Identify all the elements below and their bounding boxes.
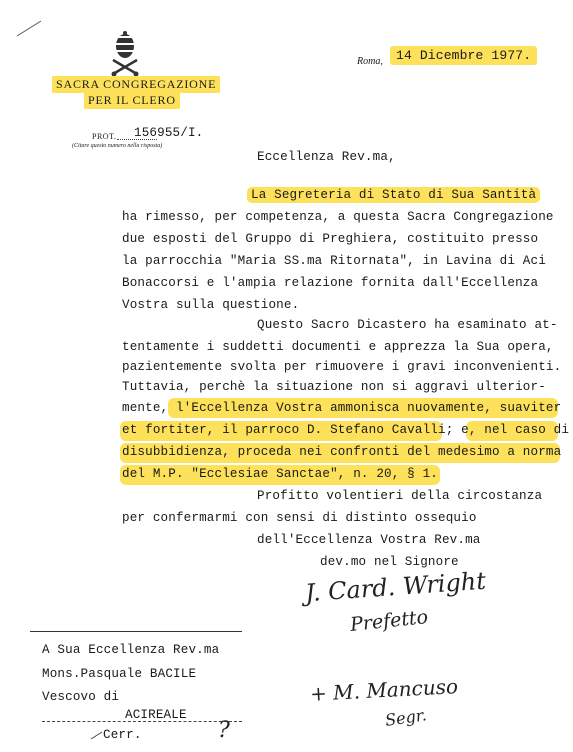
recipient-line-3: Vescovo di [42,690,120,704]
body-line-10: Tuttavia, perchè la situazione non si aggravi ulterior- [122,380,546,394]
org-name-line2: PER IL CLERO [84,92,180,109]
body-line-12: et fortiter, il parroco D. Stefano Cavalli; e, nel caso di [122,423,570,437]
recipient-underline [42,721,242,722]
body-line-13: disubbidienza, proceda nei confronti del medesimo a norma [122,445,562,459]
body-line-4: la parrocchia "Maria SS.ma Ritornata", in Lavina di Aci [122,254,546,268]
prot-label: PROT. [92,132,117,141]
body-line-11: mente, l'Eccellenza Vostra ammonisca nuovamente, suaviter [122,401,562,415]
body-line-7: Questo Sacro Dicastero ha esaminato at- [257,318,558,332]
prefect-signature: J. Card. Wright [304,566,487,608]
body-line-16: per confermarmi con sensi di distinto ossequio [122,511,477,525]
recipient-line-1: A Sua Eccellenza Rev.ma [42,643,220,657]
papal-coat-of-arms-icon [105,30,145,78]
body-line-8: tentamente i suddetti documenti e apprezza la Sua opera, [122,340,554,354]
secretary-signature: + M. Mancuso [309,674,459,706]
prot-note: (Citare questo numero nella risposta) [72,143,163,149]
handwritten-question-mark: ? [218,718,230,743]
salutation: Eccellenza Rev.ma, [257,150,396,164]
closing-line-1: dell'Eccellenza Vostra Rev.ma [257,533,481,547]
stray-pen-mark [15,18,45,38]
recipient-line-2: Mons.Pasquale BACILE [42,667,197,681]
secretary-title-handwritten: Segr. [383,705,428,730]
recipient-separator-line [30,631,242,632]
prefect-title-handwritten: Prefetto [349,605,430,637]
body-line-6: Vostra sulla questione. [122,298,300,312]
prot-number: 156955/I. [134,126,204,140]
org-name-line1: SACRA CONGREGAZIONE [52,76,220,93]
body-line-14: del M.P. "Ecclesiae Sanctae", n. 20, § 1. [122,467,439,481]
body-line-5: Bonaccorsi e l'ampia relazione fornita dall'Eccellenza [122,276,539,290]
body-line-1: La Segreteria di Stato di Sua Santità [247,187,540,203]
stray-tick-mark [90,730,104,740]
city-label: Roma, [357,56,383,67]
recipient-cerr: Cerr. [103,728,142,742]
body-line-9: pazientemente svolta per rimuovere i gravi inconvenienti. [122,360,562,374]
body-line-15: Profitto volentieri della circostanza [257,489,543,503]
recipient-city: ACIREALE [125,708,187,722]
letter-date: 14 Dicembre 1977. [390,46,537,65]
closing-line-2: dev.mo nel Signore [320,555,459,569]
body-line-3: due esposti del Gruppo di Preghiera, costituito presso [122,232,539,246]
body-line-2: ha rimesso, per competenza, a questa Sacra Congregazione [122,210,554,224]
